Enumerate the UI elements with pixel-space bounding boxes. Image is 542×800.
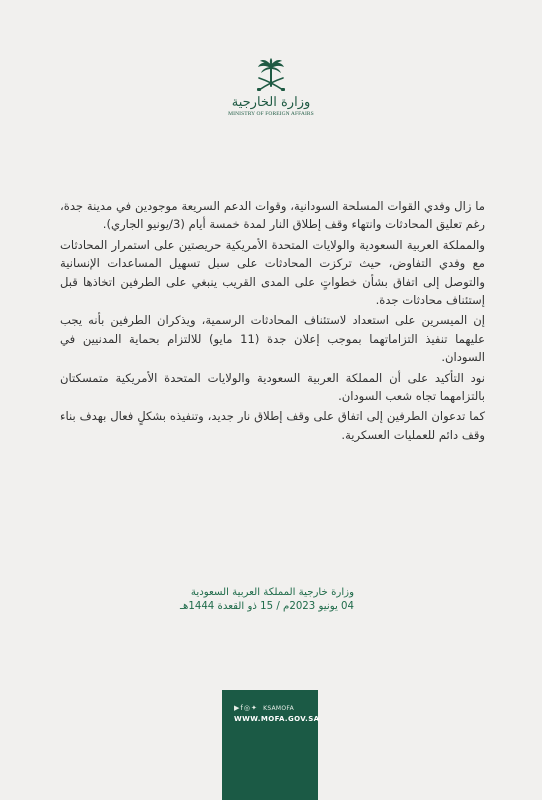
paragraph: إن الميسرين على استعداد لاستئناف المحادثات الرسمية، ويذكران الطرفين بأنه يجب عليهما تنفيذ التزاماتهما بموجب إعلان جدة (11 مايو) للالتزام بحماية المدنيين في السودان.	[60, 313, 485, 365]
social-handle[interactable]: KSAMOFA	[263, 705, 295, 712]
website-link[interactable]: WWW.MOFA.GOV.SA	[234, 715, 320, 723]
paragraph: والمملكة العربية السعودية والولايات المتحدة الأمريكية حريصتين على استمرار المحادثات مع وفدي التفاوض، حيث تركزت المحادثات على سبل تسهيل المساعدات الإنسانية والتوصل إلى اتفاق بشأن خطواتٍ على المدى القريب ينبغي على الطرفين اتخاذها قبل إستئناف محادثات جدة.	[60, 237, 485, 308]
logo-arabic-text: وزارة الخارجية	[231, 95, 311, 110]
ministry-logo	[224, 58, 318, 134]
paragraph: ما زال وفدي القوات المسلحة السودانية، وقوات الدعم السريعة موجودين في مدينة جدة، رغم تعليق المحادثات وانتهاء وقف إطلاق النار لمدة خمسة أيام (3/يونيو الجاري).	[60, 199, 485, 232]
palm-and-crossed-swords-emblem-icon	[253, 58, 289, 94]
facebook-icon[interactable]: f	[240, 704, 244, 712]
signature-date: 04 يونيو 2023م / 15 ذو القعدة 1444هـ	[180, 601, 354, 612]
paragraph: نود التأكيد على أن المملكة العربية السعودية والولايات المتحدة الأمريكية متمسكتان بالتزامهما تجاه شعب السودان.	[60, 370, 485, 404]
footer-card	[222, 690, 318, 800]
paragraph: كما تدعوان الطرفين إلى اتفاق على وقف إطلاق نار جديد، وتنفيذه بشكلٍ فعال بهدف بناء وقف دائم للعمليات العسكرية.	[60, 409, 485, 442]
youtube-icon[interactable]: ▶	[234, 704, 241, 712]
twitter-icon[interactable]: ✦	[250, 704, 258, 712]
logo-english-text: MINISTRY OF FOREIGN AFFAIRS	[228, 111, 314, 117]
statement-body	[60, 197, 485, 446]
signature-block	[180, 586, 354, 614]
signature-ministry: وزارة خارجية المملكة العربية السعودية	[190, 587, 354, 598]
instagram-icon[interactable]: ◎	[243, 704, 251, 712]
social-row	[234, 704, 294, 712]
